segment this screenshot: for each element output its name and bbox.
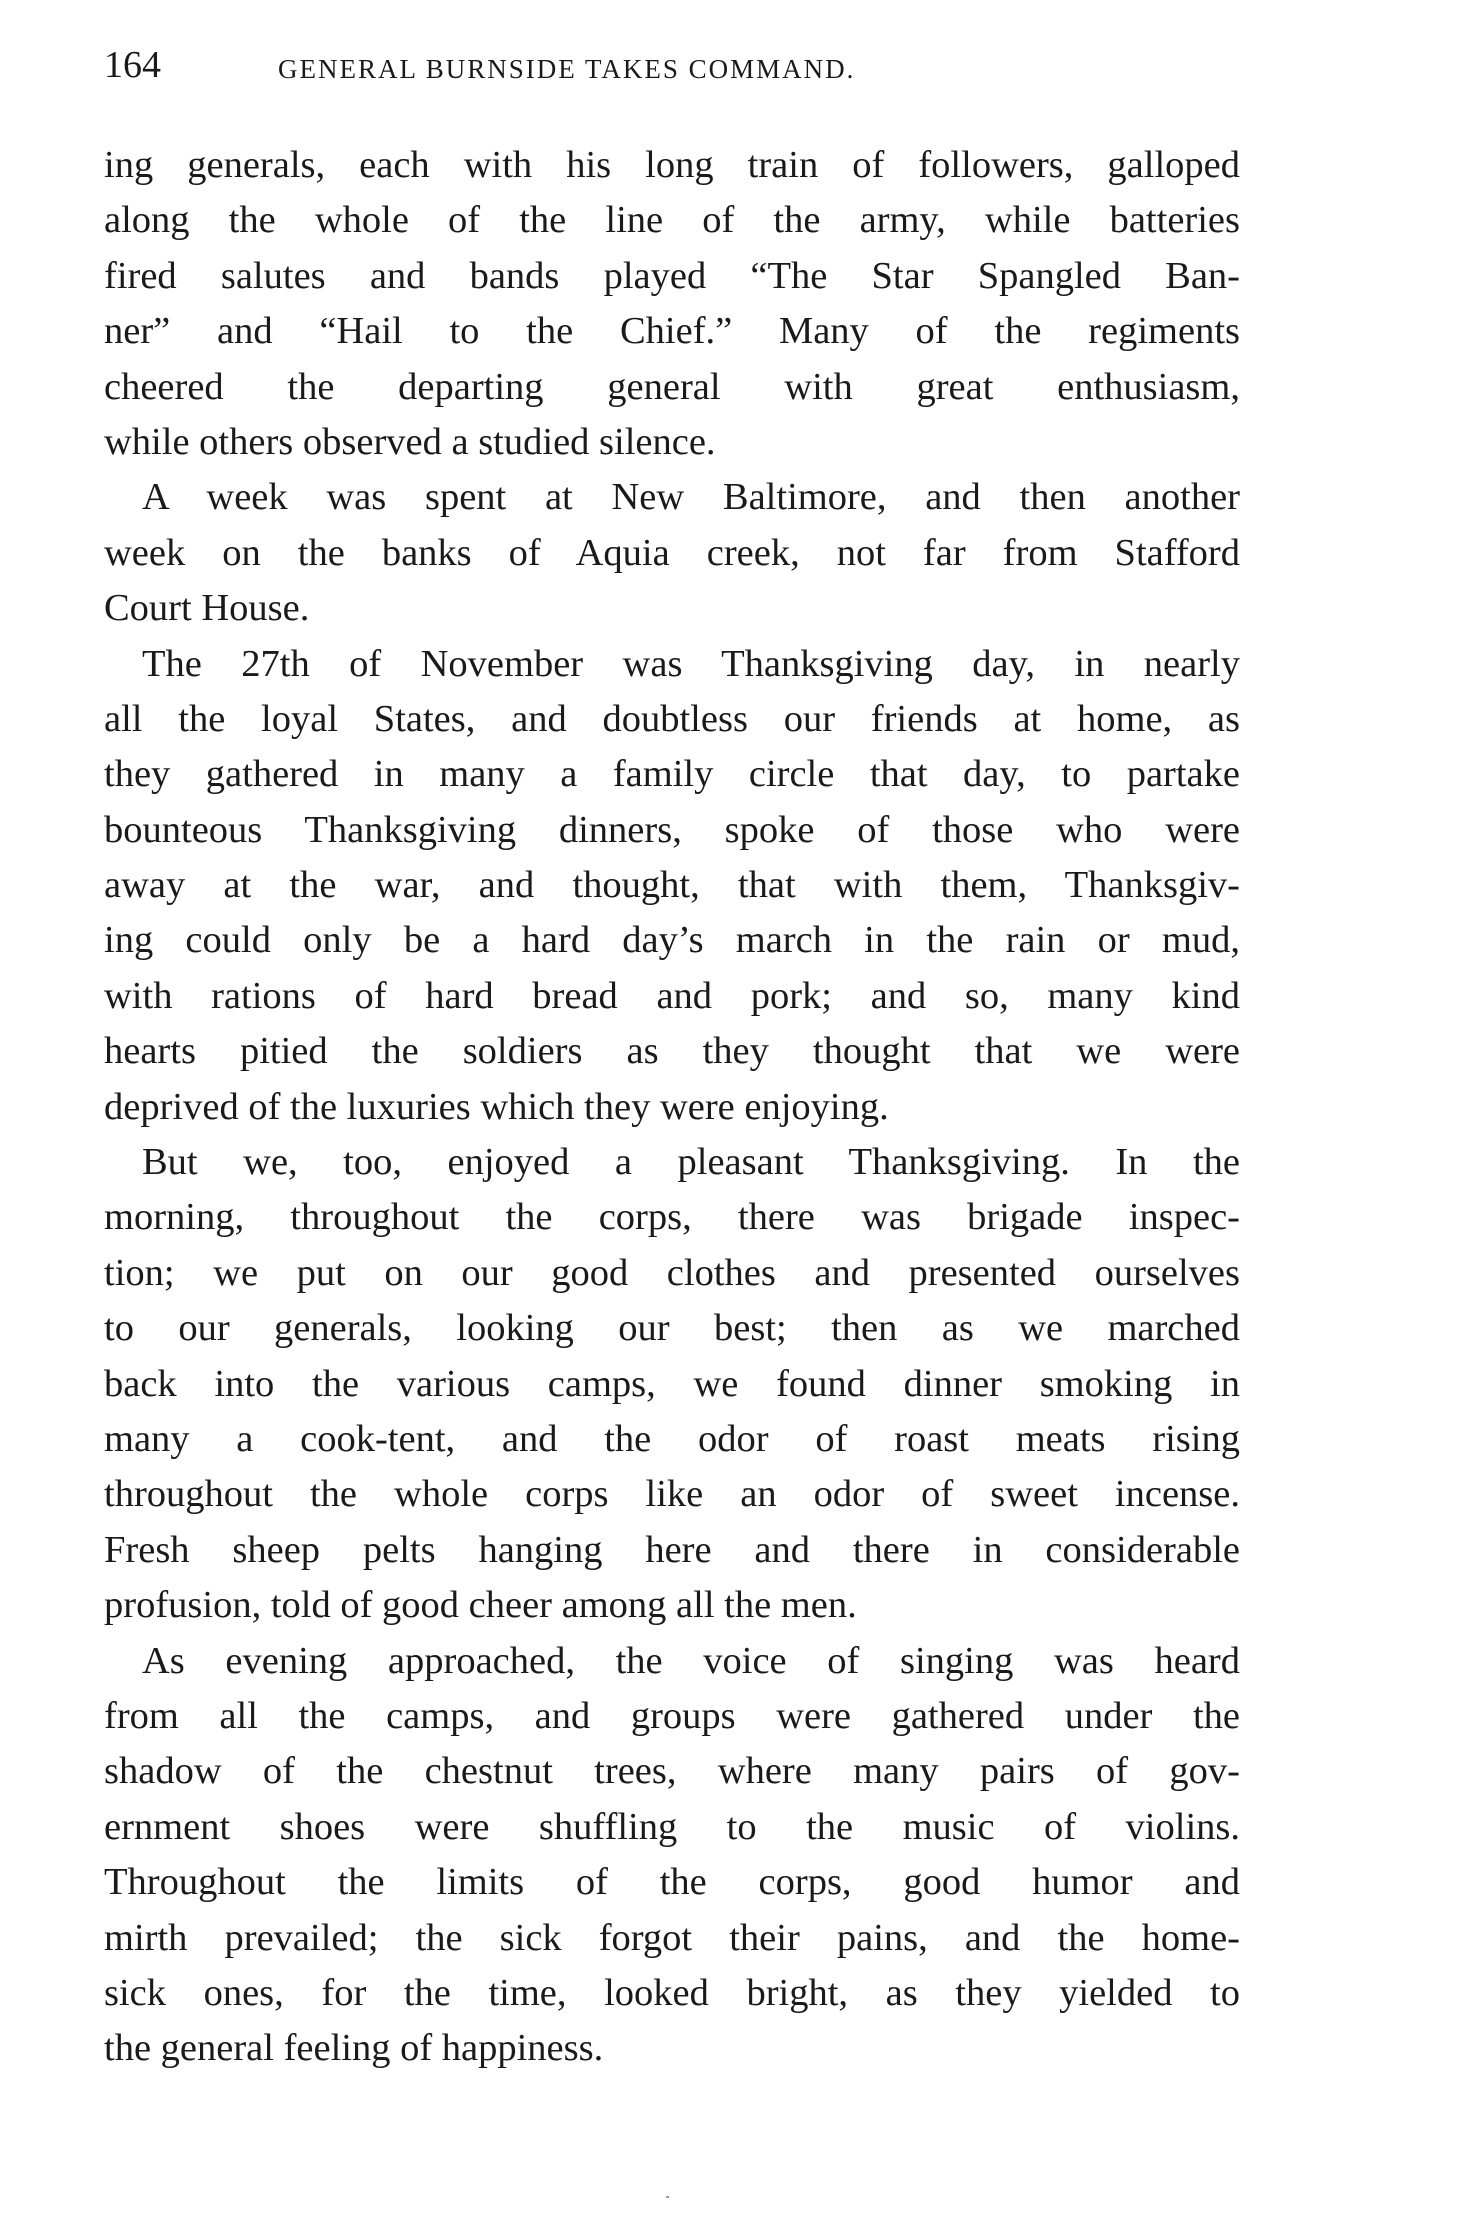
paragraph bbox=[104, 1634, 1240, 2077]
text-line: profusion, told of good cheer among all the men. bbox=[104, 1584, 857, 1627]
paragraph bbox=[104, 138, 1240, 470]
text-line: from all the camps, and groups were gathered under the bbox=[104, 1694, 1240, 1737]
text-line: all the loyal States, and doubtless our friends at home, as bbox=[104, 697, 1240, 740]
text-line: cheered the departing general with great enthusiasm, bbox=[104, 365, 1240, 408]
page-number: 164 bbox=[104, 44, 161, 86]
text-line: The 27th of November was Thanksgiving day, in nearly bbox=[142, 642, 1240, 685]
text-line: sick ones, for the time, looked bright, as they yielded to bbox=[104, 1971, 1240, 2014]
print-speck bbox=[666, 2196, 669, 2198]
text-line: fired salutes and bands played “The Star Spangled Ban- bbox=[104, 254, 1240, 297]
text-line: ing could only be a hard day’s march in the rain or mud, bbox=[104, 919, 1240, 962]
text-line: bounteous Thanksgiving dinners, spoke of those who were bbox=[104, 808, 1240, 851]
body-text bbox=[104, 138, 1240, 2077]
text-line: ner” and “Hail to the Chief.” Many of the regiments bbox=[104, 310, 1240, 353]
paragraph bbox=[104, 1135, 1240, 1634]
running-head: GENERAL BURNSIDE TAKES COMMAND. bbox=[278, 54, 856, 84]
text-line: shadow of the chestnut trees, where many pairs of gov- bbox=[104, 1750, 1240, 1793]
text-line: throughout the whole corps like an odor of sweet incense. bbox=[104, 1473, 1240, 1516]
text-line: they gathered in many a family circle that day, to partake bbox=[104, 753, 1240, 796]
text-line: Throughout the limits of the corps, good humor and bbox=[104, 1861, 1240, 1904]
text-line: along the whole of the line of the army, while batteries bbox=[104, 199, 1240, 242]
text-line: ernment shoes were shuffling to the music of violins. bbox=[104, 1805, 1240, 1848]
text-line: tion; we put on our good clothes and presented ourselves bbox=[104, 1251, 1240, 1294]
text-line: to our generals, looking our best; then as we marched bbox=[104, 1307, 1240, 1350]
text-line: away at the war, and thought, that with them, Thanksgiv- bbox=[104, 864, 1240, 907]
text-line: But we, too, enjoyed a pleasant Thanksgiving. In the bbox=[142, 1141, 1240, 1184]
text-line: many a cook-tent, and the odor of roast meats rising bbox=[104, 1417, 1240, 1460]
text-line: mirth prevailed; the sick forgot their pains, and the home- bbox=[104, 1916, 1240, 1959]
text-line: with rations of hard bread and pork; and so, many kind bbox=[104, 974, 1240, 1017]
paragraph bbox=[104, 470, 1240, 636]
text-line: the general feeling of happiness. bbox=[104, 2027, 604, 2070]
text-line: Court House. bbox=[104, 587, 310, 630]
text-line: deprived of the luxuries which they were enjoying. bbox=[104, 1085, 889, 1128]
text-line: A week was spent at New Baltimore, and then another bbox=[142, 476, 1240, 519]
text-line: morning, throughout the corps, there was brigade inspec- bbox=[104, 1196, 1240, 1239]
text-line: As evening approached, the voice of singing was heard bbox=[142, 1639, 1240, 1682]
text-line: week on the banks of Aquia creek, not far from Stafford bbox=[104, 531, 1240, 574]
text-line: while others observed a studied silence. bbox=[104, 420, 716, 463]
text-line: back into the various camps, we found dinner smoking in bbox=[104, 1362, 1240, 1405]
paragraph bbox=[104, 637, 1240, 1136]
text-line: hearts pitied the soldiers as they thought that we were bbox=[104, 1030, 1240, 1073]
text-line: Fresh sheep pelts hanging here and there in considerable bbox=[104, 1528, 1240, 1571]
text-line: ing generals, each with his long train of followers, galloped bbox=[104, 144, 1240, 186]
